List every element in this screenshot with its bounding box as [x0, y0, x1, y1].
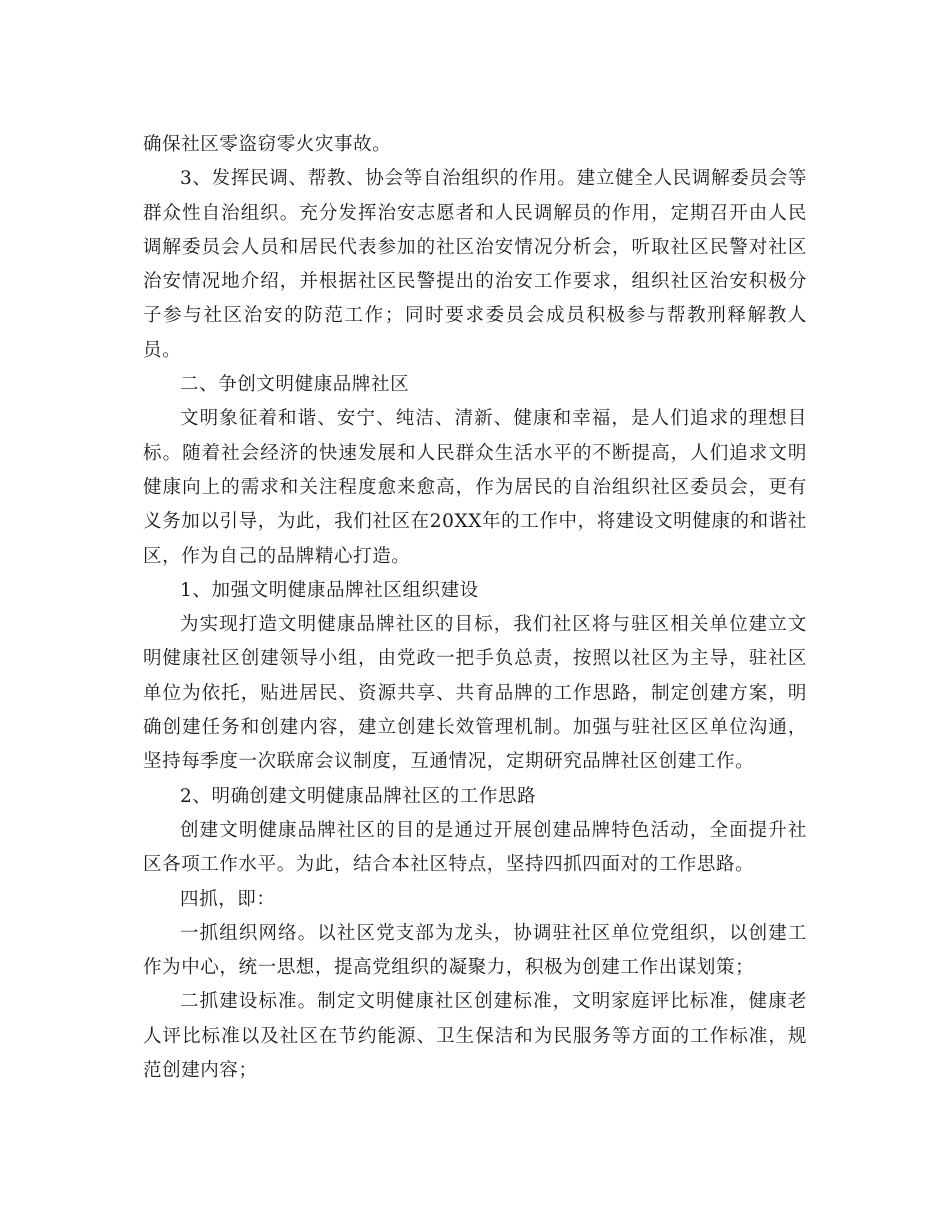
- section-heading-brand-community: 二、争创文明健康品牌社区: [180, 374, 410, 396]
- paragraph-work-approach: 创建文明健康品牌社区的目的是通过开展创建品牌特色活动，全面提升社区各项工作水平。为此，结合本社区特点，坚持四抓四面对的工作思路。: [143, 819, 807, 876]
- paragraph-self-governance: 3、发挥民调、帮教、协会等自治组织的作用。建立健全人民调解委员会等群众性自治组织。充分发挥治安志愿者和人民调解员的作用，定期召开由人民调解委员会人员和居民代表参加的社区治安情况分析会，听取社区民警对社区治安情况地介绍，并根据社区民警提出的治安工作要求，组织社区治安积极分子参与社区治安的防范工作；同时要求委员会成员积极参与帮教刑释解教人员。: [143, 168, 807, 361]
- subheading-organization: 1、加强文明健康品牌社区组织建设: [180, 579, 479, 601]
- paragraph-safety-goal: 确保社区零盗窃零火灾事故。: [143, 134, 392, 155]
- document-body: [143, 128, 807, 1088]
- paragraph-organization: 为实现打造文明健康品牌社区的目标，我们社区将与驻区相关单位建立文明健康社区创建领导小组，由党政一把手负总责，按照以社区为主导，驻社区单位为依托，贴进居民、资源共享、共育品牌的工作思路，制定创建方案，明确创建任务和创建内容，建立创建长效管理机制。加强与驻社区区单位沟通，坚持每季度一次联席会议制度，互通情况，定期研究品牌社区创建工作。: [143, 614, 807, 773]
- paragraph-four-focus: 四抓，即：: [180, 888, 276, 910]
- paragraph-second-focus: 二抓建设标准。制定文明健康社区创建标准，文明家庭评比标准，健康老人评比标准以及社区在节约能源、卫生保洁和为民服务等方面的工作标准，规范创建内容；: [143, 991, 807, 1082]
- paragraph-civilization-intro: 文明象征着和谐、安宁、纯洁、清新、健康和幸福，是人们追求的理想目标。随着社会经济的快速发展和人民群众生活水平的不断提高，人们追求文明健康向上的需求和关注程度愈来愈高，作为居民的自治组织社区委员会，更有义务加以引导，为此，我们社区在20XX年的工作中，将建设文明健康的和谐社区，作为自己的品牌精心打造。: [143, 408, 807, 567]
- paragraph-first-focus: 一抓组织网络。以社区党支部为龙头，协调驻社区单位党组织，以创建工作为中心，统一思想，提高党组织的凝聚力，积极为创建工作出谋划策；: [143, 922, 807, 979]
- subheading-work-approach: 2、明确创建文明健康品牌社区的工作思路: [180, 785, 537, 807]
